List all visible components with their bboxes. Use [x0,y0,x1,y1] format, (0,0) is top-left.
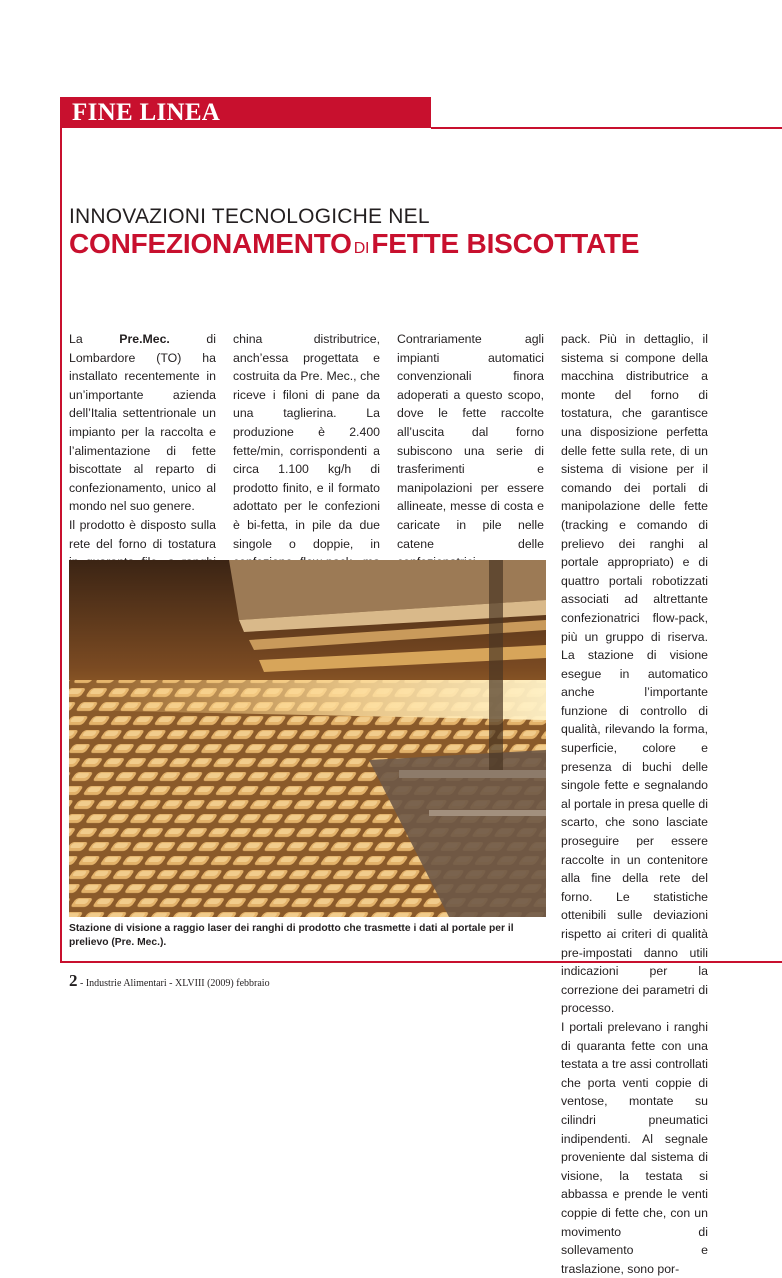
headline-part-2: FETTE BISCOTTATE [371,228,640,259]
paragraph: pack. Più in dettaglio, il sistema si compone della macchina distributrice a monte del forno di tostatura, che garantisce una disposizione perfetta delle fette sulla rete, di un sistema di visione per il comando dei portali di manipolazione delle fette (tracking e comando di prelievo dei ranghi al portale appropriato) e di quattro portali robotizzati associati ad altrettante confezionatrici flow-pack, più un gruppo di riserva. La stazione di visione esegue in automatico anche l’importante funzione di controllo di qualità, rilevando la forma, superficie, colore e presenza di buchi delle singole fette e segnalando al portale in presa quelle di scarto, che sono lasciate proseguire per essere raccolte in un contenitore alla fine della rete del forno. Le statistiche ottenibili sulle deviazioni rispetto ai criteri di qualità pre-impostati danno utili indicazioni per la correzione dei parametri di processo. [561,332,708,1016]
paragraph-text: di Lombardore (TO) ha installato recentemente in un’importante azienda dell’Italia settentrionale un impianto per la raccolta e l’alimentazione di fette biscottate al reparto di confezionamento, unico al mondo nel suo genere. [69,332,216,514]
headline-part-1: CONFEZIONAMENTO [69,228,352,259]
article-kicker: INNOVAZIONI TECNOLOGICHE NEL [69,205,430,228]
paragraph-text: La [69,332,120,346]
header-rule [431,127,782,129]
photo-caption: Stazione di visione a raggio laser dei ranghi di prodotto che trasmette i dati al portale per il prelievo (Pre. Mec.). [69,923,514,948]
brand-name: Pre.Mec. [119,332,170,346]
paragraph: Il prodotto è disposto sulla rete del forno di tostatura [69,517,216,551]
paragraph [69,330,216,516]
article-headline [69,228,639,260]
section-title: FINE LINEA [72,99,221,126]
paragraph: china distributrice, anch’essa progettata e costruita da Pre. Mec., che riceve i filoni di pane da una taglierina. La produzione è 2.400 fette/min, corrispondenti a circa 1.100 kg/h di prodotto finito, e il formato adottato per le confezioni è bi-fetta, in pile da due singole o doppie, in [233,332,380,551]
paragraph: Contrariamente agli impianti automatici convenzionali finora adoperati a questo scopo, dove le fette raccolte all’uscita dal forno subiscono una serie di trasferimenti e manipolazioni per essere allineate, messe di costa e caricate in pile nelle catene delle [397,332,544,551]
conveyor-illustration [69,560,546,917]
section-banner [60,97,431,128]
vision-station-photo [69,560,546,917]
paragraph: I portali prelevano i ranghi di quaranta fette con una testata a tre assi controllati che porta venti coppie di ventose, montate su cilindri pneumatici indipendenti. Al segnale proveniente dal sistema di visione, la testata si abbassa e prende le venti coppie di fette che, con un movimento di sollevamento e traslazione, sono por- [561,1019,708,1276]
headline-connector: DI [353,240,370,257]
page-footer [69,971,270,991]
left-rule [60,128,62,962]
page-number: 2 [69,971,78,990]
body-column-4 [561,330,708,1278]
publication-info: - Industrie Alimentari - XLVIII (2009) febbraio [77,978,270,989]
